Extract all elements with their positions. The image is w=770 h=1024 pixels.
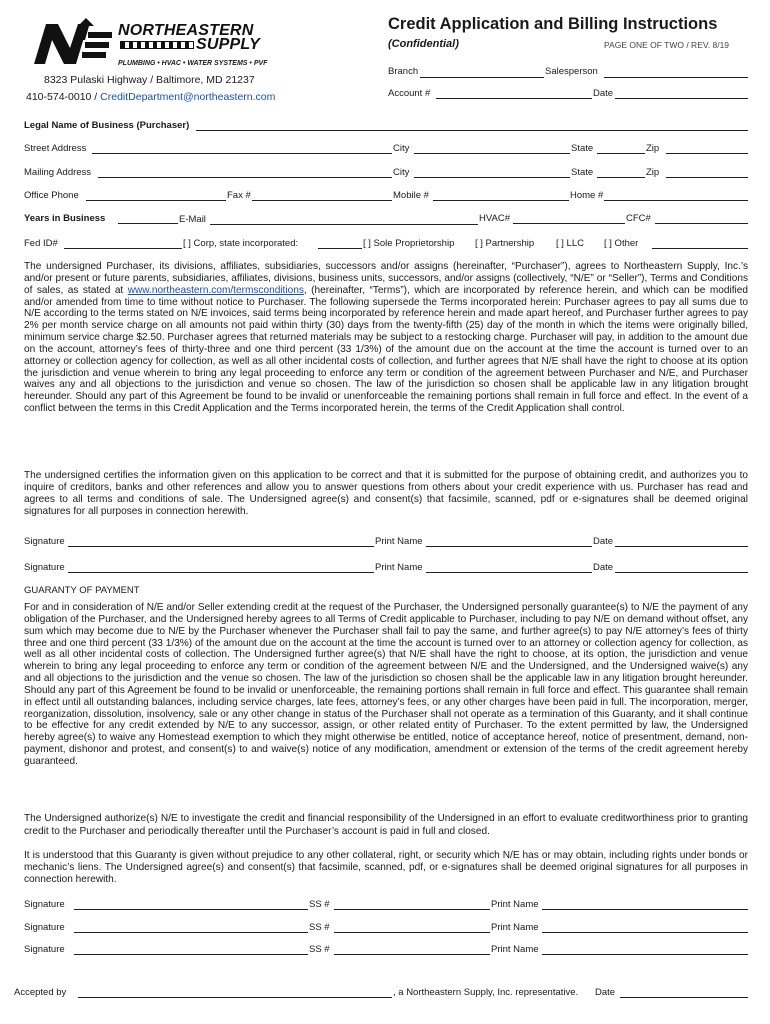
branch-label: Branch [388,66,419,77]
salesperson-field[interactable] [604,77,748,78]
date-field-2[interactable] [615,572,748,573]
mailing-zip-field[interactable] [666,177,748,178]
street-state-field[interactable] [597,153,645,154]
ss-label-2: SS # [309,922,330,933]
fax-label: Fax # [227,190,251,201]
street-state-label: State [571,143,594,154]
header-date-field[interactable] [615,98,748,99]
guaranty-print-name-field-3[interactable] [542,954,748,955]
print-name-field-2[interactable] [426,572,592,573]
date-field-1[interactable] [615,546,748,547]
footer-date-label: Date [595,987,616,998]
print-name-label-2: Print Name [375,562,423,573]
accepted-by-field[interactable] [78,997,392,998]
guaranty-heading: GUARANTY OF PAYMENT [24,585,140,596]
fax-field[interactable] [252,200,392,201]
other-field[interactable] [652,248,748,249]
email-field[interactable] [210,224,478,225]
ne-logo-icon [30,18,116,66]
date-label-1: Date [593,536,614,547]
accepted-by-label: Accepted by [14,987,67,998]
street-label: Street Address [24,143,87,154]
branch-field[interactable] [420,77,544,78]
guaranty-print-name-label-2: Print Name [491,922,539,933]
home-field[interactable] [604,200,748,201]
representative-label: , a Northeastern Supply, Inc. representative. [393,987,579,998]
guaranty-signature-field-3[interactable] [74,954,308,955]
account-field[interactable] [436,98,592,99]
header-date-label: Date [593,88,614,99]
signature-label-2: Signature [24,562,65,573]
collateral-paragraph: It is understood that this Guaranty is given without prejudice to any other collateral, right, or security which N/E has or may obtain, including rights under bonds or mechanic’s liens. The Undersigned agree(s) and consent(s) that facsimile, scanned, pdf, or e-signatures shall be deemed original signatures for all purposes in connection herewith. [24,850,748,885]
ss-field-1[interactable] [334,909,490,910]
mobile-field[interactable] [433,200,569,201]
certification-paragraph: The undersigned certifies the information given on this application to be correct and that it is submitted for the purpose of obtaining credit, and authorizes you to inquire of creditors, banks and other references and allow you to answer questions from others about your credit experience with us. Purchaser has read and agrees to all terms and conditions of sale. The Undersigned agree(s) and consent(s) that facsimile, scanned, pdf or e-signatures shall be deemed original signatures for all purposes in connection herewith. [24,470,748,517]
ss-label-3: SS # [309,944,330,955]
guaranty-signature-label-2: Signature [24,922,65,933]
logo-name-top: NORTHEASTERN [118,22,254,39]
street-zip-label: Zip [646,143,660,154]
corp-checkbox[interactable]: [ ] Corp, state incorporated: [183,238,299,249]
legal-name-field[interactable] [196,130,748,131]
office-phone-label: Office Phone [24,190,79,201]
guaranty-print-name-label-1: Print Name [491,899,539,910]
ss-field-3[interactable] [334,954,490,955]
confidential-label: (Confidential) [388,38,459,50]
office-phone-field[interactable] [86,200,226,201]
legal-name-label: Legal Name of Business (Purchaser) [24,120,190,131]
logo-tagline: PLUMBING • HVAC • WATER SYSTEMS • PVF [118,60,268,67]
guaranty-paragraph: For and in consideration of N/E and/or Seller extending credit at the request of the Purchaser, the Undersigned personally guarantee(s) to N/E the payment of any obligation of the Purchaser, and the Undersigned hereby agrees to all Terms of Credit applicable to Purchaser, including to pay N/E on demand without offset, any sum which may become due to N/E by the Purchaser whenever the Purchaser shall fail to pay the same, and further agree(s) to pay N/E attorney’s fees of thirty three and one third percent (33 1/3%) of the amount due on the account at the time the account is turned over to an attorney or collection agency for collection, as well as all other incidental costs of collection. The Undersigned further agree(s) that N/E shall have the right to choose, at its option, the jurisdiction and venue wherein to bring any legal proceeding to enforce any term or condition of the agreement between N/E and the Undersigned, and the Undersigned waive(s) any and all objections to the jurisdiction and the venue so chosen. The law of the jurisdiction so chosen shall be the applicable law in any litigation brought hereunder. Should any part of this Agreement be found to be invalid or unenforceable, the remaining portions shall remain in full force and effect. This guarantee shall remain in effect until all outstanding balances, including service charges, late fees, attorney’s fees, or any other charges have been paid in full. The incorporation, merger, reorganization, dissolution, insolvency, sale or any other change in status of the Purchaser shall not operate as a termination of this Guaranty, and it shall continue to be effective for any credit extended by N/E to any successor, assign, or other related entity of Purchaser. To the extent permitted by law, the Undersigned hereby agree(s) to waive any Homestead exemption to which they might otherwise be entitled, notice of acceptance hereof, notice of presentment, demand, non-payment, dishonor and protest, and consent(s) to and waive(s) notice of any modification, amendment or extension of the terms of the credit agreement hereby guaranteed. [24,602,748,767]
street-city-label: City [393,143,410,154]
mailing-state-label: State [571,167,594,178]
years-field[interactable] [118,223,178,224]
credit-email-link[interactable]: CreditDepartment@northeastern.com [100,91,276,103]
cfc-label: CFC# [626,213,651,224]
print-name-label-1: Print Name [375,536,423,547]
hvac-field[interactable] [513,223,625,224]
mailing-city-label: City [393,167,410,178]
mailing-label: Mailing Address [24,167,92,178]
company-logo [30,16,300,76]
mailing-state-field[interactable] [597,177,645,178]
signature-label-1: Signature [24,536,65,547]
page-info: PAGE ONE OF TWO / REV. 8/19 [604,40,730,50]
mailing-zip-label: Zip [646,167,660,178]
account-label: Account # [388,88,431,99]
company-phone: 410-574-0010 / [26,91,101,103]
terms-text-end: , (hereinafter, “Terms”), which are incorporated by reference herein, and which can be modified and/or amended from time to time without notice to Purchaser. The following supersede the Terms incorporated herein: Purchaser agrees to pay all sums due to N/E according to the terms stated on N/E invoices, said terms being incorporated by reference herein and made apart hereof, and Purchaser further agrees to pay 2% per month service charge on all amounts not paid within thirty (30) days from the twenty-fifth (25) day of the month in which the items were originally billed, minimum service charge $2.50. Purchaser agrees that returned materials may be subject to a restocking charge. Purchaser will pay, in addition to the amount due on the account, attorney’s fees of thirty-three and one third percent (33 1/3%) of the amount due on the account at the time the account is turned over to an attorney or collection agency for collection, as well as all other incidental costs of collection, and further agrees that N/E shall have the right to choose at its option the jurisdiction and venue wherein to bring any legal proceeding to enforce any term or condition of the agreement between Purchaser and N/E, and Purchaser waives any and all objections to the jurisdiction and venue so chosen. The law of the jurisdiction so chosen shall be applicable law in any litigation brought hereunder. Should any part of this Agreement be found to be invalid or unenforceable the remaining portions shall remain in full force and effect. In the event of a conflict between the terms in this Credit Application and the Terms incorporated herein, the terms of the Credit Application shall control. [24,284,748,415]
home-label: Home # [570,190,604,201]
company-address: 8323 Pulaski Highway / Baltimore, MD 21237 [44,74,255,86]
hvac-label: HVAC# [479,213,510,224]
ss-label-1: SS # [309,899,330,910]
investigation-paragraph: The Undersigned authorize(s) N/E to investigate the credit and financial responsibility of the Undersigned in an effort to evaluate creditworthiness prior to granting credit to the Purchaser and periodically thereafter until the Purchaser’s account is paid in full and closed. [24,813,748,837]
other-checkbox[interactable]: [ ] Other [604,238,639,249]
mailing-city-field[interactable] [414,177,570,178]
terms-paragraph [24,261,748,415]
mailing-field[interactable] [98,177,392,178]
logo-name-bottom: SUPPLY [196,36,261,53]
street-zip-field[interactable] [666,153,748,154]
ss-field-2[interactable] [334,932,490,933]
fedid-label: Fed ID# [24,238,58,249]
guaranty-print-name-field-2[interactable] [542,932,748,933]
terms-link[interactable]: www.northeastern.com/termsconditions [127,284,304,296]
signature-field-2[interactable] [68,572,374,573]
company-contact [26,91,275,103]
form-title: Credit Application and Billing Instructions [388,15,718,33]
footer-date-field[interactable] [620,997,748,998]
print-name-field-1[interactable] [426,546,592,547]
partnership-checkbox[interactable]: [ ] Partnership [475,238,535,249]
guaranty-signature-field-2[interactable] [74,932,308,933]
date-label-2: Date [593,562,614,573]
corp-state-field[interactable] [318,248,362,249]
fedid-field[interactable] [64,248,182,249]
signature-field-1[interactable] [68,546,374,547]
guaranty-print-name-field-1[interactable] [542,909,748,910]
years-label: Years in Business [24,213,106,224]
guaranty-signature-field-1[interactable] [74,909,308,910]
llc-checkbox[interactable]: [ ] LLC [556,238,584,249]
sole-proprietorship-checkbox[interactable]: [ ] Sole Proprietorship [363,238,455,249]
email-label: E-Mail [179,214,206,225]
street-field[interactable] [92,153,392,154]
guaranty-signature-label-1: Signature [24,899,65,910]
checker-stripe [120,41,194,49]
terms-text-start: The undersigned Purchaser, its divisions, affiliates, subsidiaries, successors and/or assigns (hereinafter, “Purchaser”), agrees to Northeastern Supply, Inc.’s and/or present or future parents, subsidiaries, affiliates, divisions, business units, successors, and/or assigns (collectively, “N/E” or “Seller”), Terms and Conditions of sales, as stated at [24,261,748,296]
guaranty-signature-label-3: Signature [24,944,65,955]
cfc-field[interactable] [655,223,748,224]
salesperson-label: Salesperson [545,66,598,77]
guaranty-print-name-label-3: Print Name [491,944,539,955]
mobile-label: Mobile # [393,190,429,201]
street-city-field[interactable] [414,153,570,154]
